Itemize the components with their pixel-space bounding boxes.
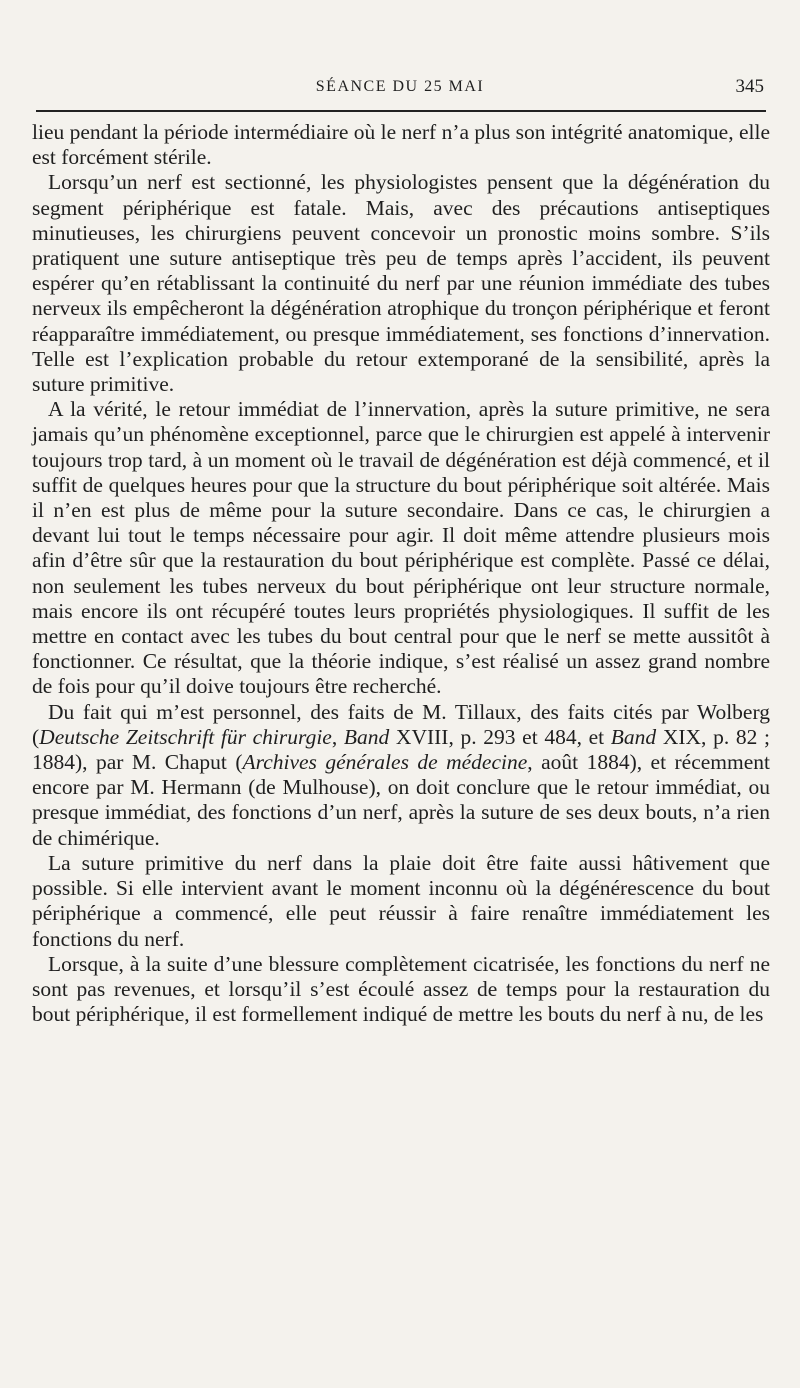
paragraph-nerve-section: Lorsqu’un nerf est sectionné, les physiologistes pensent que la dégénération du segment périphérique est fatale. Mais, avec des précautions antiseptiques minutieuses, les chirurgiens peuvent concevoir un pronostic moins sombre. S’ils pratiquent une suture antiseptique très peu de temps après l’accident, ils peuvent espérer qu’en rétablissant la continuité du nerf par une réunion immédiate des tubes nerveux ils empêcheront la dégénération atrophique du tronçon périphérique et feront réapparaître immédiatement, ou presque immédiatement, ses fonctions d’innervation. Telle est l’explication probable du retour extemporané de la sensibilité, après la suture primitive.: [32, 170, 770, 397]
page-number: 345: [735, 76, 764, 97]
text-run: Du fait qui m’est personnel, des faits de M. Tillaux, des faits cités par Wolberg (: [32, 699, 770, 749]
paragraph-cited-facts: [32, 700, 770, 851]
journal-title: Archives générales de médecine: [242, 750, 528, 775]
volume-label: Band: [343, 724, 390, 749]
journal-title: Deutsche Zeitschrift für chirurgie: [39, 724, 332, 749]
paragraph-continuation: lieu pendant la période intermédiaire où le nerf n’a plus son intégrité anatomique, elle est forcément stérile.: [32, 120, 770, 170]
text-run: XVIII, p. 293 et 484, et: [389, 724, 611, 749]
page-header: [32, 74, 768, 100]
volume-label: Band: [610, 724, 657, 749]
text-run: , août 1884), et récemment encore par M. Hermann (de Mulhouse), on doit conclure que le retour immédiat, ou presque immédiat, des fonctions d’un nerf, après la suture de ses deux bouts, n’a rien de chimérique.: [32, 750, 770, 850]
running-head: SÉANCE DU 25 MAI: [315, 78, 485, 95]
text-run: XIX, p. 82 ; 1884), par M. Chaput (: [32, 724, 770, 775]
paragraph-immediate-return: A la vérité, le retour immédiat de l’innervation, après la suture primitive, ne sera jamais qu’un phénomène exceptionnel, parce que le chirurgien est appelé à intervenir toujours trop tard, à un moment où le travail de dégénération est déjà commencé, et il suffit de quelques heures pour que la structure du bout périphérique soit altérée. Mais il n’en est plus de même pour la suture secondaire. Dans ce cas, le chirurgien a devant lui tout le temps nécessaire pour agir. Il doit même attendre plusieurs mois afin d’être sûr que la restauration du bout périphérique est complète. Passé ce délai, non seulement les tubes nerveux du bout périphérique ont leur structure normale, mais encore ils ont récupéré toutes leurs propriétés physiologiques. Il suffit de les mettre en contact avec les tubes du bout central pour que le nerf se mette aussitôt à fonctionner. Ce résultat, que la théorie indique, s’est réalisé un assez grand nombre de fois pour qu’il doive toujours être recherché.: [32, 397, 770, 699]
paragraph-secondary-suture: Lorsque, à la suite d’une blessure complètement cicatrisée, les fonctions du nerf ne sont pas revenues, et lorsqu’il s’est écoulé assez de temps pour la restauration du bout périphérique, il est formellement indiqué de mettre les bouts du nerf à nu, de les: [32, 951, 770, 1027]
body-text: [32, 120, 770, 1027]
text-run: ,: [331, 724, 344, 749]
header-rule: [36, 110, 766, 112]
paragraph-primary-suture: La suture primitive du nerf dans la plaie doit être faite aussi hâtivement que possible. Si elle intervient avant le moment inconnu où la dégénérescence du bout périphérique a commencé, elle peut réussir à faire renaître immédiatement les fonctions du nerf.: [32, 850, 770, 951]
